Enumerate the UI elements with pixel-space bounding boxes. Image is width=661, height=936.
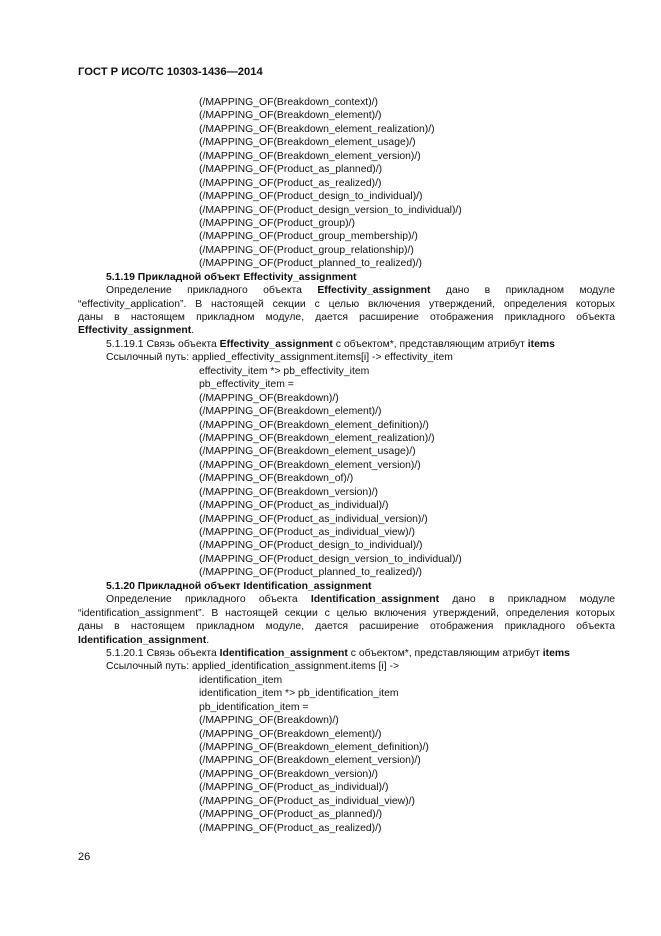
mapping-line: (/MAPPING_OF(Product_group_relationship)/) [199,244,414,256]
reference-path-first: Ссылочный путь: applied_effectivity_assignment.items[i] -> effectivity_item [106,352,453,364]
mapping-line: (/MAPPING_OF(Breakdown_element)/) [199,110,382,122]
mapping-line: (/MAPPING_OF(Product_design_version_to_individual)/) [199,204,462,216]
path-line: (/MAPPING_OF(Breakdown_element_realization)/) [199,432,435,444]
path-line: (/MAPPING_OF(Breakdown_element)/) [199,728,382,740]
mapping-line: (/MAPPING_OF(Product_group)/) [199,217,355,229]
path-line: (/MAPPING_OF(Product_design_version_to_individual)/) [199,553,462,565]
path-line: (/MAPPING_OF(Product_as_individual)/) [199,782,389,794]
path-line: (/MAPPING_OF(Breakdown_version)/) [199,768,378,780]
path-line: (/MAPPING_OF(Product_as_individual)/) [199,500,389,512]
path-line: (/MAPPING_OF(Breakdown_element_version)/) [199,755,421,767]
page-number: 26 [78,851,91,863]
path-line: (/MAPPING_OF(Breakdown_element)/) [199,406,382,418]
definition-line-1: Определение прикладного объекта Identification_assignment дано в прикладном модуле [106,594,615,606]
path-line: (/MAPPING_OF(Product_as_realized)/) [199,822,382,834]
reference-path-first: Ссылочный путь: applied_identification_assignment.items [i] -> [106,661,400,673]
page-body [78,96,615,835]
path-line: pb_effectivity_item = [199,379,294,391]
definition-line-4: Effectivity_assignment. [78,325,195,337]
path-line: (/MAPPING_OF(Product_planned_to_realized)/) [199,567,422,579]
mapping-line: (/MAPPING_OF(Product_as_realized)/) [199,177,382,189]
path-line: effectivity_item *> pb_effectivity_item [199,365,370,377]
definition-line-3: даны в настоящем прикладном модуле, дается расширение отображения прикладного объекта [78,621,615,633]
page-header-title: ГОСТ Р ИСО/ТС 10303-1436—2014 [78,66,263,78]
definition-line-4: Identification_assignment. [78,634,210,646]
path-line: (/MAPPING_OF(Breakdown_element_usage)/) [199,446,416,458]
path-line: (/MAPPING_OF(Breakdown)/) [199,715,339,727]
mapping-line: (/MAPPING_OF(Product_as_planned)/) [199,164,383,176]
mapping-line: (/MAPPING_OF(Breakdown_context)/) [199,97,379,108]
reference-path-list [78,674,615,835]
path-line: (/MAPPING_OF(Breakdown_element_definition)/) [199,419,429,431]
mapping-line: (/MAPPING_OF(Breakdown_element_realization)/) [199,123,435,135]
path-line: (/MAPPING_OF(Product_as_planned)/) [199,809,383,821]
reference-path-list [78,365,615,580]
path-line: (/MAPPING_OF(Breakdown)/) [199,392,339,404]
path-line: (/MAPPING_OF(Breakdown_element_definition)/) [199,742,429,753]
subsection-heading-5-1-19-1: 5.1.19.1 Связь объекта Effectivity_assignment с объектом*, представляющим атрибут items [106,338,555,350]
path-line: identification_item *> pb_identification_item [199,688,399,700]
path-line: (/MAPPING_OF(Product_as_individual_view)/) [199,527,415,538]
subsection-heading-5-1-20-1: 5.1.20.1 Связь объекта Identification_assignment с объектом*, представляющим атрибут items [106,647,570,659]
path-line: (/MAPPING_OF(Product_as_individual_view)/) [199,795,415,807]
path-line: (/MAPPING_OF(Breakdown_version)/) [199,486,378,498]
mapping-line: (/MAPPING_OF(Product_planned_to_realized)/) [199,258,422,270]
path-line: (/MAPPING_OF(Product_design_to_individual)/) [199,540,423,552]
mapping-line: (/MAPPING_OF(Product_design_to_individual)/) [199,191,423,203]
mapping-line: (/MAPPING_OF(Breakdown_element_usage)/) [199,137,416,149]
path-line: (/MAPPING_OF(Breakdown_element_version)/) [199,459,421,471]
section-heading-5-1-19: 5.1.19 Прикладной объект Effectivity_assignment [106,271,357,283]
definition-line-2: “identification_assignment”. В настоящей секции с целью включения утверждений, определения которых [78,607,615,619]
path-line: pb_identification_item = [199,701,309,713]
top-mapping-list [78,96,615,271]
section-heading-5-1-20: 5.1.20 Прикладной объект Identification_assignment [106,580,372,592]
definition-line-1: Определение прикладного объекта Effectivity_assignment дано в прикладном модуле [106,285,615,297]
mapping-line: (/MAPPING_OF(Product_group_membership)/) [199,231,418,243]
mapping-line: (/MAPPING_OF(Breakdown_element_version)/) [199,150,421,162]
definition-line-3: даны в настоящем прикладном модуле, дается расширение отображения прикладного объекта [78,312,615,323]
path-line: identification_item [199,674,283,686]
definition-line-2: “effectivity_application”. В настоящей секции с целью включения утверждений, определения которых [78,298,615,310]
path-line: (/MAPPING_OF(Product_as_individual_version)/) [199,513,428,525]
path-line: (/MAPPING_OF(Breakdown_of)/) [199,473,354,485]
